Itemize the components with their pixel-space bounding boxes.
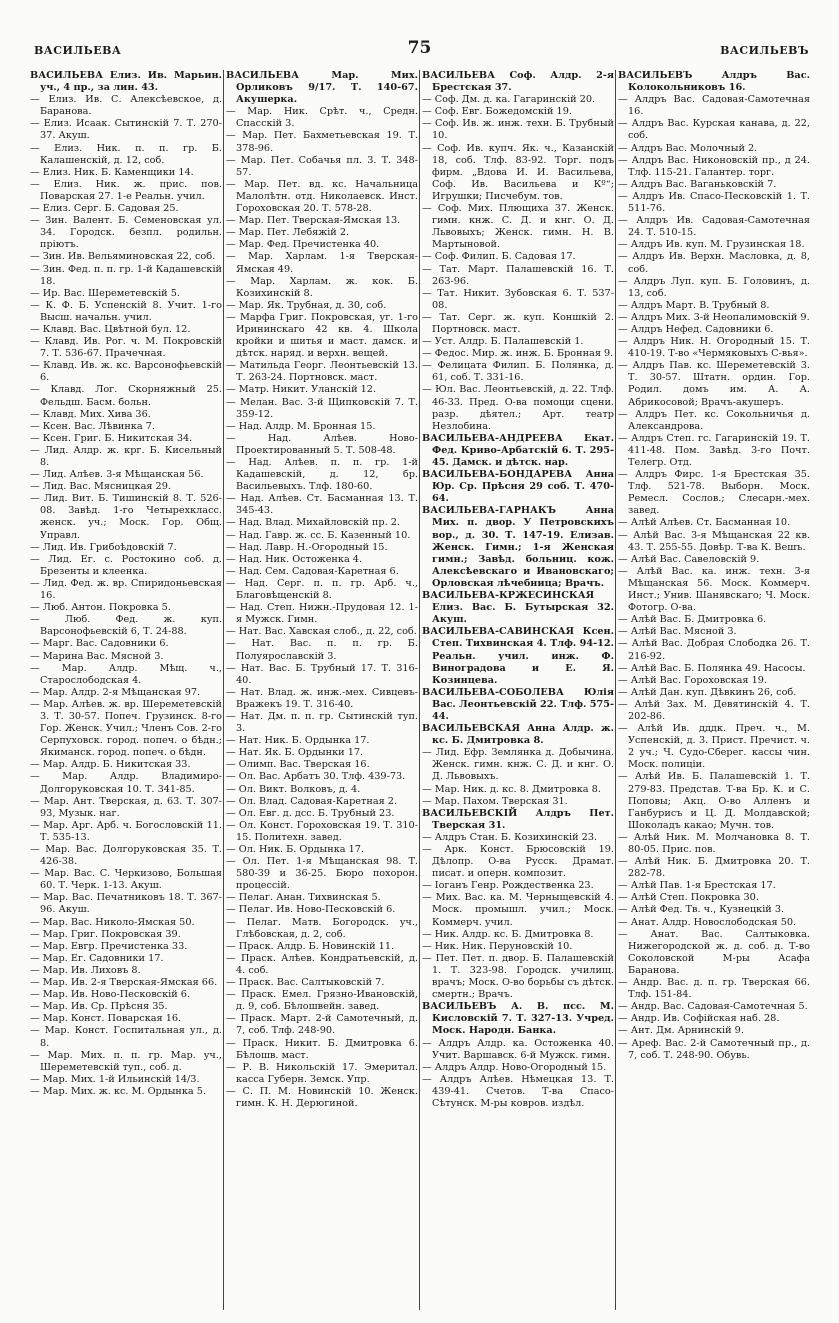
directory-entry: — Андр. Вас. д. п. гр. Тверская 66. Тлф. 151-84. (618, 977, 810, 1001)
column-rule (615, 70, 616, 1310)
directory-entry: — Нат. Як. Б. Ордынки 17. (226, 747, 364, 759)
directory-entry: — Над. Ник. Остоженка 4. (226, 553, 363, 565)
directory-entry: — Соф. Ив. ж. инж. техн. Б. Трубный 10. (422, 118, 614, 142)
directory-entry: — Люб. Антон. Покровка 5. (30, 602, 171, 614)
directory-entry: — Ол. Викт. Волковъ, д. 4. (226, 783, 361, 795)
directory-entry: — Алѣй Ив. Б. Палашевскій 1. Т. 279-83. Представ. Т-ва Бр. К. и С. Поповы; Акц. О-во Алленъ и Ганбурисъ и Ц. Д. Молдавской; Шоколадъ какао; Мучн. тов. (618, 771, 810, 831)
directory-entry: — Праск. Март. 2-й Самотечный, д. 7, соб. Тлф. 248-90. (226, 1013, 418, 1037)
directory-entry: ВАСИЛЬЕВСКАЯ Анна Алдр. ж. кс. Б. Дмитровка 8. (422, 723, 614, 747)
directory-entry: — Елиз. Исаак. Сытинскій 7. Т. 270-37. Акуш. (30, 118, 222, 142)
directory-entry: — Клавд. Лог. Скорняжный 25. Фельдш. Басм. больн. (30, 384, 222, 408)
directory-entry: — Клавд. Мих. Хива 36. (30, 408, 151, 420)
directory-entry: — Андр. Вас. Садовая-Самотечная 5. (618, 1001, 808, 1013)
directory-entry: — Р. В. Никольскій 17. Эмеритал. касса Губерн. Земск. Упр. (226, 1061, 418, 1085)
directory-entry: — Над. Гавр. ж. сс. Б. Казенный 10. (226, 529, 411, 541)
directory-entry: — Алдръ Мих. 3-й Неопалимовскій 9. (618, 311, 810, 323)
directory-entry: — Мар. Конст. Поварская 16. (30, 1013, 182, 1025)
directory-entry: — Мар. Вас. Печатниковъ 18. Т. 367-96. Акуш. (30, 892, 222, 916)
directory-entry: — Над. Сем. Садовая-Каретная 6. (226, 565, 399, 577)
directory-entry: — Над. Алѣев. п. п. гр. 1-й Кадашевскій, д. 12, бр. Васильевыхъ. Тлф. 180-60. (226, 457, 418, 493)
directory-entry: — Мар. Алдр. Владимиро-Долгоруковская 10. Т. 341-85. (30, 771, 222, 795)
directory-entry: — Арк. Конст. Брюсовскій 19. Дѣлопр. О-ва Русск. Драмат. писат. и оперн. композит. (422, 844, 614, 880)
directory-entry: — Мар. Ник. Срѣт. ч., Средн. Спасскій 3. (226, 106, 418, 130)
directory-entry: — Нат. Вас. Б. Трубный 17. Т. 316-40. (226, 662, 418, 686)
directory-entry: — Алдръ Ив. Верхн. Масловка, д. 8, соб. (618, 251, 810, 275)
directory-entry: — Ол. Пет. 1-я Мѣщанская 98. Т. 580-39 и 36-25. Бюро похорон. процессій. (226, 856, 418, 892)
directory-entry: — Андр. Ив. Софійская наб. 28. (618, 1013, 780, 1025)
running-head (30, 38, 809, 64)
directory-entry: — Алѣй Вас. 3-я Мѣщанская 22 кв. 43. Т. 255-55. Довѣр. Т-ва К. Вешъ. (618, 529, 810, 553)
directory-entry: — Алѣй Зах. М. Девятинскій 4. Т. 202-86. (618, 698, 810, 722)
directory-entry: — Мар. Мих. 1-й Ильинскій 14/3. (30, 1073, 200, 1085)
directory-entry: — Соф. Ив. купч. Як. ч., Казанскій 18, соб. Тлф. 83-92. Торг. подъ фирм. „Вдова И. И. Васильева, Соф. Ив. Васильева и Кº“; Игрушки; Писчебум. тов. (422, 142, 614, 202)
directory-columns (30, 70, 809, 1315)
directory-entry: — Марг. Вас. Садовники 6. (30, 638, 169, 650)
directory-entry: — Мар. Харлам. ж. кок. Б. Козихинскій 8. (226, 275, 418, 299)
column-2 (226, 70, 418, 1310)
directory-entry: — Мар. Ив. Лиховъ 8. (30, 964, 141, 976)
directory-entry: — Алѣй Дан. куп. Дѣвкинъ 26, соб. (618, 686, 797, 698)
directory-entry: — Мар. Вас. Долгоруковская 35. Т. 426-38. (30, 844, 222, 868)
directory-entry: — Мар. Пахом. Тверская 31. (422, 795, 568, 807)
directory-entry: — Соф. Евг. Божедомскій 19. (422, 106, 572, 118)
directory-entry: — Алдръ Фирс. 1-я Брестская 35. Тлф. 521-78. Выборн. Моск. Ремесл. Сослов.; Слесарн.-мех. завед. (618, 469, 810, 517)
directory-entry: — Над. Алѣев. Ново-Проектированный 5. Т. 508-48. (226, 432, 418, 456)
directory-entry: — Алдръ Нефед. Садовники 6. (618, 323, 774, 335)
directory-entry: — Ол. Евг. д. дсс. Б. Трубный 23. (226, 807, 395, 819)
directory-entry: — Алѣй Алѣев. Ст. Басманная 10. (618, 517, 791, 529)
directory-entry: ВАСИЛЬЕВА Соф. Алдр. 2-я Брестская 37. (422, 70, 614, 94)
directory-entry: — Алдръ Алѣев. Нѣмецкая 13. Т. 439-41. Счетов. Т-ва Спасо-Сѣтунск. М-ры ковров. издѣл. (422, 1073, 614, 1109)
directory-entry: — Алдръ Вас. Садовая-Самотечная 16. (618, 94, 810, 118)
column-4 (618, 70, 810, 1310)
directory-entry: — Елиз. Ник. Б. Каменщики 14. (30, 166, 194, 178)
directory-entry: — Алѣй Ник. М. Молчановка 8. Т. 80-05. Прис. пов. (618, 831, 810, 855)
directory-entry: — Мар. Ант. Тверская, д. 63. Т. 307-93, Музык. наг. (30, 795, 222, 819)
directory-entry: — Мар. Фед. Пречистенка 40. (226, 239, 380, 251)
directory-entry: — Соф. Мих. Плющиха 37. Женск. гимн. кнж. С. Д. и кнг. О. Д. Львовыхъ; Женск. гимн. Н. В. Мартыновой. (422, 203, 614, 251)
directory-entry: — Мар. Конст. Госпитальная ул., д. 8. (30, 1025, 222, 1049)
directory-entry: — Матильда Георг. Леонтьевскій 13. Т. 263-24. Портновск. маст. (226, 360, 418, 384)
directory-entry: — Над. Алѣев. Ст. Басманная 13. Т. 345-43. (226, 493, 418, 517)
directory-entry: — Тат. Никит. Зубовская 6. Т. 537-08. (422, 287, 614, 311)
directory-entry: — Соф. Филип. Б. Садовая 17. (422, 251, 576, 263)
directory-entry: — Мар. Алѣев. ж. вр. Шереметевскій 3. Т. 30-57. Попеч. Грузинск. 8-го Гор. Женск. Учил.; Членъ Сов. 2-го Серпуховск. город. попеч. о бѣдн.; Якиманск. город. попеч. о бѣдн. (30, 698, 222, 759)
directory-entry: — Праск. Емел. Грязно-Ивановскій, д. 9, соб. Бѣлошвейн. завед. (226, 989, 418, 1013)
directory-entry: — Нат. Влад. ж. инж.-мех. Сивцевъ-Вражекъ 19. Т. 316-40. (226, 686, 418, 710)
directory-entry: — Мар. Харлам. 1-я Тверская-Ямская 49. (226, 251, 418, 275)
directory-entry: — Анат. Вас. Салтыковка. Нижегородской ж. д. соб. д. Т-во Соколовской М-ры Асафа Баранова. (618, 928, 810, 976)
directory-entry: — Мар. Алдр. Б. Никитская 33. (30, 759, 191, 771)
column-rule (223, 70, 224, 1310)
directory-entry: — Ник. Ник. Перуновскій 10. (422, 940, 573, 952)
directory-entry: — К. Ф. Б. Успенскій 8. Учит. 1-го Высш. начальн. учил. (30, 299, 222, 323)
directory-entry: — Алдръ Ив. Садовая-Самотечная 24. Т. 510-15. (618, 215, 810, 239)
directory-entry: ВАСИЛЬЕВЪ А. В. псс. М. Кисловскій 7. Т. 327-13. Учред. Моск. Народн. Банка. (422, 1001, 614, 1037)
directory-entry: — Алдръ Пав. кс. Шереметевскій 3. Т. 30-57. Штатн. ордин. Гор. Родил. домъ им. А. А. Абрикосовой; Врачъ-акушеръ. (618, 360, 810, 408)
directory-entry: — Ксен. Григ. Б. Никитская 34. (30, 432, 193, 444)
directory-entry: — Алдръ Вас. Ваганьковскій 7. (618, 178, 777, 190)
directory-entry: — Алдръ Алдр. ка. Остоженка 40. Учит. Варшавск. 6-й Мужск. гимн. (422, 1037, 614, 1061)
directory-entry: — Фелицата Филип. Б. Полянка, д. 61, соб. Т. 331-16. (422, 360, 614, 384)
directory-entry: — Ксен. Вас. Лѣвинка 7. (30, 420, 155, 432)
directory-entry: — Лид. Алдр. ж. крг. Б. Кисельный 8. (30, 444, 222, 468)
directory-entry: — Алдръ Вас. Молочный 2. (618, 142, 758, 154)
directory-entry: — Мар. Ив. Ново-Песковскій 6. (30, 989, 191, 1001)
directory-entry: — Мар. Вас. Николо-Ямская 50. (30, 916, 195, 928)
directory-entry: — С. П. М. Новинскій 10. Женск. гимн. К. Н. Дерюгиной. (226, 1085, 418, 1109)
directory-entry: — Мар. Ник. д. кс. 8. Дмитровка 8. (422, 783, 601, 795)
directory-entry: — Зин. Ив. Вельяминовская 22, соб. (30, 251, 216, 263)
directory-entry: — Зин. Фед. п. п. гр. 1-й Кадашевскій 18. (30, 263, 222, 287)
directory-entry: — Мар. Мих. п. п. гр. Мар. уч., Шереметевскій туп., соб. д. (30, 1049, 222, 1073)
directory-entry: — Алѣй Вас. Б. Полянка 49. Насосы. (618, 662, 806, 674)
directory-entry: — Мар. Пет. Бахметьевская 19. Т. 378-96. (226, 130, 418, 154)
directory-entry: — Анат. Алдр. Новослободская 50. (618, 916, 797, 928)
directory-entry: — Алдръ Алдр. Ново-Огородный 15. (422, 1061, 607, 1073)
directory-entry: — Іоганъ Генр. Рождественка 23. (422, 880, 594, 892)
directory-entry: — Нат. Дм. п. п. гр. Сытинскій туп. 3. (226, 710, 418, 735)
directory-entry: ВАСИЛЬЕВА-ГАРНАКЪ Анна Мих. п. двор. У Петровскихъ вор., д. 30. Т. 147-19. Елизав. Женск. Гимн.; 1-я Женская гимн.; Завѣд. больниц. кож. Алексѣевскаго и Ивановскаго; Орловская лѣчебница; Врачъ. (422, 505, 614, 589)
directory-entry: — Лид. Алѣев. 3-я Мѣщанская 56. (30, 469, 204, 481)
directory-entry: ВАСИЛЬЕВА-СОБОЛЕВА Юлія Вас. Леонтьевскій 22. Тлф. 575-44. (422, 686, 614, 722)
directory-entry: — Алѣй Ив. дддк. Преч. ч., М. Успенскій, д. 3. Прист. Пречист. ч. 2 уч.; Ч. Судо-Сберег. кассы чин. Моск. полиціи. (618, 723, 810, 771)
directory-entry: — Алѣй Пав. 1-я Брестская 17. (618, 880, 776, 892)
directory-entry: — Мар. Евгр. Пречистенка 33. (30, 940, 188, 952)
directory-entry: — Алѣй Вас. Добрая Слободка 26. Т. 216-92. (618, 638, 810, 662)
directory-entry: — Клавд. Ив. Рог. ч. М. Покровскій 7. Т. 536-67. Прачечная. (30, 336, 222, 360)
directory-entry: — Над. Влад. Михайловскій пр. 2. (226, 517, 400, 529)
running-head-right: ВАСИЛЬЕВЪ (720, 44, 809, 57)
directory-entry: — Праск. Алѣев. Кондратьевскій, д. 4. соб. (226, 952, 418, 976)
directory-entry: — Тат. Серг. ж. куп. Коншкій 2. Портновск. маст. (422, 311, 614, 335)
directory-entry: — Марфа Григ. Покровская, уг. 1-го Ирининскаго 42 кв. 4. Школа кройки и шитья и маст. дамск. и дѣтск. наряд. и верхн. вещей. (226, 311, 418, 360)
directory-entry: — Лид. Ив. Грибоѣдовскій 7. (30, 541, 177, 553)
directory-entry: — Алдръ Стан. Б. Козихинскій 23. (422, 831, 598, 843)
directory-entry: — Пелаг. Ив. Ново-Песковскій 6. (226, 904, 396, 916)
directory-entry: — Мар. Ег. Садовники 17. (30, 952, 164, 964)
page-number: 75 (407, 38, 432, 58)
directory-entry: — Праск. Алдр. Б. Новинскій 11. (226, 940, 395, 952)
directory-entry: — Лид. Ефр. Землянка д. Добычина. Женск. гимн. кнж. С. Д. и кнг. О. Д. Львовыхъ. (422, 747, 614, 783)
directory-entry: — Над. Алдр. М. Бронная 15. (226, 420, 376, 432)
directory-entry: — Мелан. Вас. 3-й Щипковскій 7. Т. 359-12. (226, 396, 418, 420)
directory-entry: — Юл. Вас. Леонтьевскій, д. 22. Тлф. 46-33. Пред. О-ва помощи сцени. разр. дѣятел.; Арт. театр Незлобина. (422, 384, 614, 432)
column-3 (422, 70, 614, 1310)
directory-entry: — Елиз. Ник. п. п. гр. Б. Калашенскій, д. 12, соб. (30, 142, 222, 166)
directory-entry: — Мар. Алдр. Мѣщ. ч., Старослободская 4. (30, 662, 222, 686)
directory-entry: — Марина Вас. Мясной 3. (30, 650, 164, 662)
directory-entry: — Мар. Алдр. 2-я Мѣщанская 97. (30, 686, 201, 698)
directory-entry: ВАСИЛЬЕВА-САВИНСКАЯ Ксен. Степ. Тихвинская 4. Тлф. 94-12. Реальн. учил. инж. Ф. Виноградова и Е. Я. Козинцева. (422, 626, 614, 686)
directory-entry: — Лид. Фед. ж. вр. Спиридоньевская 16. (30, 577, 222, 602)
directory-entry: ВАСИЛЬЕВА Мар. Мих. Орликовъ 9/17. Т. 140-67. Акушерка. (226, 70, 418, 106)
directory-entry: — Пелаг. Матв. Богородск. уч., Глѣбовская, д. 2, соб. (226, 916, 418, 940)
directory-entry: — Алѣй Степ. Покровка 30. (618, 892, 759, 904)
directory-entry: — Ол. Вас. Арбатъ 30. Тлф. 439-73. (226, 771, 406, 783)
directory-entry: — Праск. Никит. Б. Дмитровка 6. Бѣлошв. маст. (226, 1037, 418, 1061)
directory-entry: — Алѣй Вас. Савеловскій 9. (618, 553, 760, 565)
directory-entry: — Люб. Фед. ж. куп. Варсонофьевскій 6, Т. 24-88. (30, 614, 222, 638)
directory-entry: — Мар. Арг. Арб. ч. Богословскій 11. Т. 535-13. (30, 819, 222, 843)
directory-entry: — Елиз. Серг. Б. Садовая 25. (30, 203, 179, 215)
directory-entry: — Клавд. Ив. ж. кс. Варсонофьевскій 6. (30, 360, 222, 384)
directory-entry: ВАСИЛЬЕВСКІЙ Алдръ Пет. Тверская 31. (422, 807, 614, 831)
directory-entry: — Алѣй Вас. Гороховская 19. (618, 674, 767, 686)
directory-entry: — Мар. Григ. Покровская 39. (30, 928, 181, 940)
directory-entry: — Праск. Вас. Салтыковскій 7. (226, 977, 385, 989)
directory-entry: — Федос. Мир. ж. инж. Б. Бронная 9. (422, 348, 614, 360)
directory-entry: — Тат. Март. Палашевскій 16. Т. 263-96. (422, 263, 614, 287)
directory-entry: — Алдръ Вас. Курская канава, д. 22, соб. (618, 118, 810, 142)
directory-entry: — Алдръ Ив. Спасо-Песковскій 1. Т. 511-76. (618, 190, 810, 215)
directory-entry: — Уст. Алдр. Б. Палашевскій 1. (422, 336, 584, 348)
directory-entry: — Алдръ Пет. кс. Сокольничья д. Александрова. (618, 408, 810, 432)
directory-entry: — Елиз. Ив. С. Алексѣевское, д. Баранова. (30, 94, 222, 118)
directory-entry: — Мар. Як. Трубная, д. 30, соб. (226, 299, 387, 311)
directory-entry: — Алдръ Луп. куп. Б. Головинъ, д. 13, соб. (618, 275, 810, 299)
directory-entry: — Алѣй Вас. ка. инж. техн. 3-я Мѣщанская 56. Моск. Коммерч. Инст.; Унив. Шанявскаго; Ч. Моск. Фотогр. О-ва. (618, 565, 810, 614)
directory-entry: — Лид. Вит. Б. Тишинскій 8. Т. 526-08. Завѣд. 1-го Четырехкласс. женск. уч.; Моск. Гор. Общ. Управл. (30, 493, 222, 541)
directory-entry: — Соф. Дм. д. ка. Гагаринскій 20. (422, 94, 596, 106)
column-rule (419, 70, 420, 1310)
directory-entry: — Пет. Пет. п. двор. Б. Палашевскій 1. Т. 323-98. Городск. училищ. врачъ; Моск. О-во борьбы съ дѣтск. смертн.; Врачъ. (422, 952, 614, 1001)
directory-entry: — Мих. Вас. ка. М. Черныщевскій 4. Моск. промышл. учил.; Моск. Коммерч. учил. (422, 892, 614, 928)
directory-entry: ВАСИЛЬЕВА-АНДРЕЕВА Екат. Фед. Криво-Арбатскій 6. Т. 295-45. Дамск. и дѣтск. нар. (422, 432, 614, 468)
directory-entry: — Нат. Вас. Хавская слоб., д. 22, соб. (226, 626, 417, 638)
directory-entry: — Ол. Влад. Садовая-Каретная 2. (226, 795, 398, 807)
directory-entry: — Ник. Алдр. кс. Б. Дмитровка 8. (422, 928, 594, 940)
directory-entry: — Алѣй Ник. Б. Дмитровка 20. Т. 282-78. (618, 856, 810, 880)
directory-entry: — Ареф. Вас. 2-й Самотечный пр., д. 7, соб. Т. 248-90. Обувь. (618, 1037, 810, 1061)
directory-entry: — Зин. Валент. Б. Семеновская ул. 34. Городск. безпл. родильн. пріютъ. (30, 215, 222, 251)
directory-entry: ВАСИЛЬЕВЪ Алдръ Вас. Колокольниковъ 16. (618, 70, 810, 94)
directory-entry: — Ир. Вас. Шереметевскій 5. (30, 287, 180, 299)
directory-entry: — Елиз. Ник. ж. прис. пов. Поварская 27. 1-е Реальн. учил. (30, 178, 222, 202)
directory-entry: — Мар. Вас. С. Черкизово, Большая 60. Т. Черк. 1-13. Акуш. (30, 868, 222, 892)
directory-entry: ВАСИЛЬЕВА-БОНДАРЕВА Анна Юр. Ср. Прѣсня 29 соб. Т. 470-64. (422, 469, 614, 505)
directory-entry: — Нат. Ник. Б. Ордынка 17. (226, 735, 370, 747)
directory-entry: — Лид. Вас. Мясницкая 29. (30, 481, 171, 493)
directory-entry: — Алѣй Фед. Тв. ч., Кузнецкій 3. (618, 904, 785, 916)
directory-entry: ВАСИЛЬЕВА Елиз. Ив. Марьин. уч., 4 пр., за лин. 43. (30, 70, 222, 94)
directory-entry: — Алдръ Вас. Никоновскій пр., д 24. Тлф. 115-21. Галантер. торг. (618, 154, 810, 178)
directory-entry: — Над. Степ. Нижн.-Прудовая 12. 1-я Мужск. Гимн. (226, 602, 418, 626)
directory-entry: — Ол. Ник. Б. Ордынка 17. (226, 844, 365, 855)
directory-entry: — Ол. Конст. Гороховская 19. Т. 310-15. Политехн. завед. (226, 819, 418, 843)
directory-entry: — Лид. Ег. с. Ростокино соб. д. Брезенты и клеенка. (30, 553, 222, 577)
directory-entry: — Над. Лавр. Н.-Огородный 15. (226, 541, 388, 553)
directory-entry: — Алѣй Вас. Мясной 3. (618, 626, 737, 638)
running-head-left: ВАСИЛЬЕВА (34, 44, 122, 57)
directory-entry: — Олимп. Вас. Тверская 16. (226, 759, 370, 771)
column-1 (30, 70, 222, 1310)
directory-entry: — Алдръ Ив. куп. М. Грузинская 18. (618, 239, 805, 251)
directory-entry: — Мар. Пет. вд. кс. Начальница Малолѣтн. отд. Николаевск. Инст. Гороховская 20. Т. 578-28. (226, 178, 418, 215)
directory-entry: ВАСИЛЬЕВА-КРЖЕСИНСКАЯ Елиз. Вас. Б. Бутырская 32. Акуш. (422, 590, 614, 626)
directory-entry: — Алѣй Вас. Б. Дмитровка 6. (618, 614, 767, 626)
directory-entry: — Мар. Пет. Собачья пл. 3. Т. 348-57. (226, 154, 418, 178)
directory-entry: — Нат. Вас. п. п. гр. Б. Полуярославскій 3. (226, 638, 418, 662)
directory-entry: — Ант. Дм. Арнинскій 9. (618, 1025, 744, 1037)
directory-entry: — Алдръ Степ. гс. Гагаринскій 19. Т. 411-48. Пом. Завѣд. 3-го Почт. Телегр. Отд. (618, 432, 810, 468)
directory-entry: — Пелаг. Анан. Тихвинская 5. (226, 892, 381, 904)
directory-entry: — Мар. Ив. Ср. Прѣсня 35. (30, 1001, 168, 1013)
directory-entry: — Алдръ Ник. Н. Огородный 15. Т. 410-19. Т-во «Чермяковыхъ С-вья». (618, 336, 810, 360)
directory-entry: — Матр. Никит. Уланскій 12. (226, 384, 377, 396)
directory-entry: — Мар. Пет. Лебяжій 2. (226, 227, 350, 239)
directory-entry: — Над. Серг. п. п. гр. Арб. ч., Благовѣщенскій 8. (226, 577, 418, 602)
directory-entry: — Алдръ Март. В. Трубный 8. (618, 299, 770, 311)
directory-entry: — Мар. Мих. ж. кс. М. Ордынка 5. (30, 1085, 207, 1097)
directory-entry: — Мар. Ив. 2-я Тверская-Ямская 66. (30, 977, 218, 989)
directory-entry: — Мар. Пет. Тверская-Ямская 13. (226, 215, 401, 227)
directory-entry: — Клавд. Вас. Цвѣтной бул. 12. (30, 323, 191, 335)
